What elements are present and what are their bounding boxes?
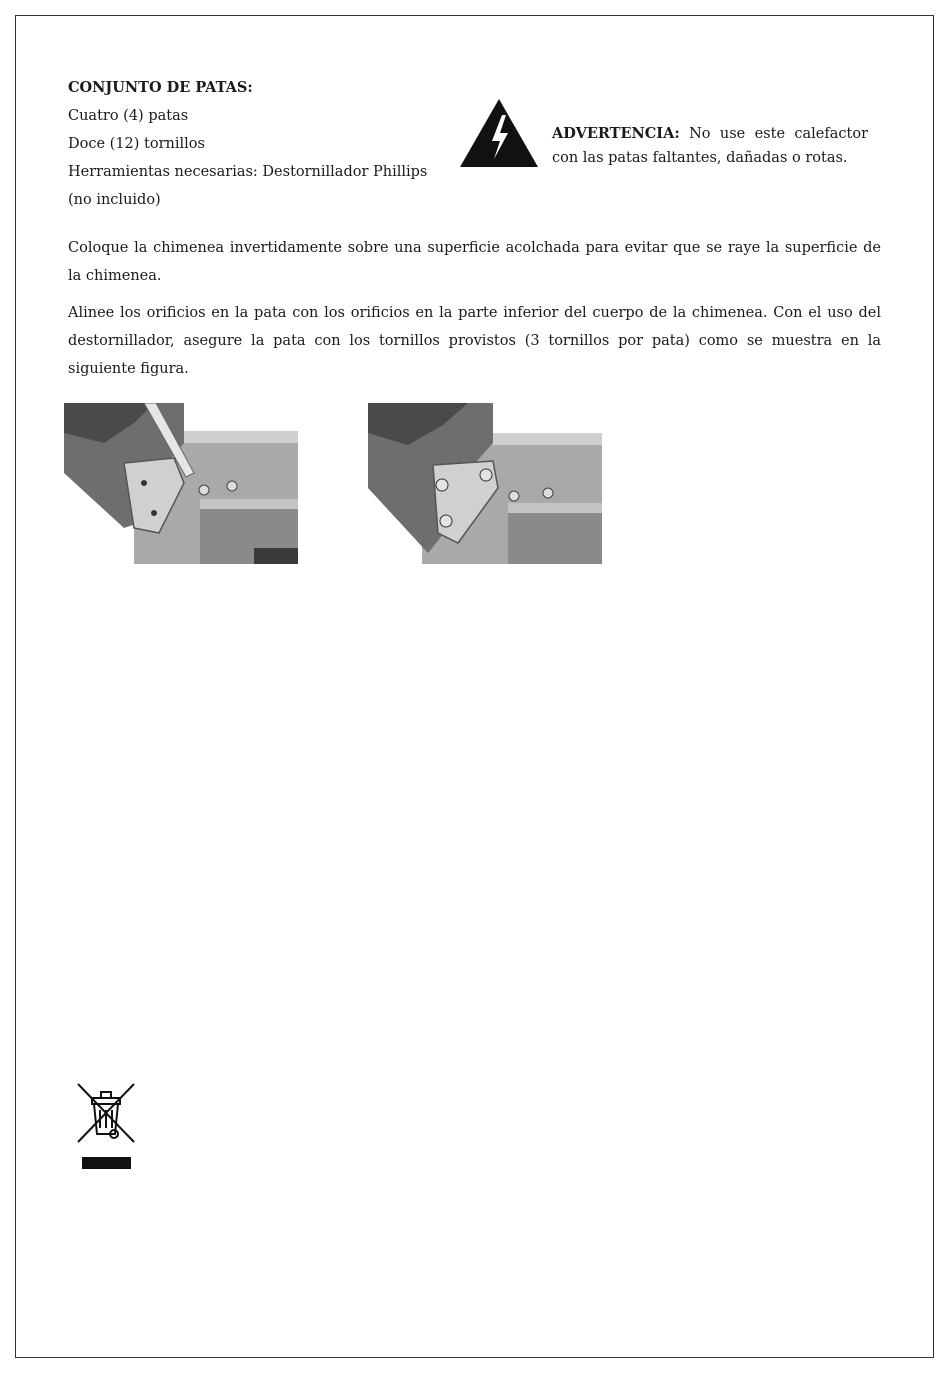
- leg-attachment-photo-screws-installed: [368, 403, 602, 564]
- instruction-paragraph: Alinee los orificios en la pata con los orificios en la parte inferior del cuerpo de la chimenea. Con el uso del destornillador, asegure la pata con los tornillos provistos (3 tornillos por pata) como se muestra en la siguiente figura.: [68, 305, 881, 377]
- warning-body: No use este calefactor con las patas faltantes, dañadas o rotas.: [552, 126, 868, 166]
- leg-attachment-photo-screwdriver: [64, 403, 298, 564]
- electric-hazard-triangle-icon: [458, 97, 540, 169]
- warning-text: [552, 122, 868, 170]
- weee-bar: [82, 1157, 131, 1169]
- warning-label: ADVERTENCIA:: [552, 125, 680, 142]
- weee-crossed-bin-icon: [74, 1082, 138, 1146]
- parts-item: Doce (12) tornillos: [68, 136, 205, 152]
- parts-item: Herramientas necesarias: Destornillador Phillips: [68, 164, 428, 180]
- instruction-paragraph: Coloque la chimenea invertidamente sobre una superficie acolchada para evitar que se raye la superficie de la chimenea.: [68, 240, 881, 284]
- page-border: [15, 15, 934, 1358]
- parts-item: (no incluido): [68, 192, 161, 208]
- parts-list: [68, 74, 448, 214]
- parts-heading: CONJUNTO DE PATAS:: [68, 79, 253, 96]
- parts-item: Cuatro (4) patas: [68, 108, 189, 124]
